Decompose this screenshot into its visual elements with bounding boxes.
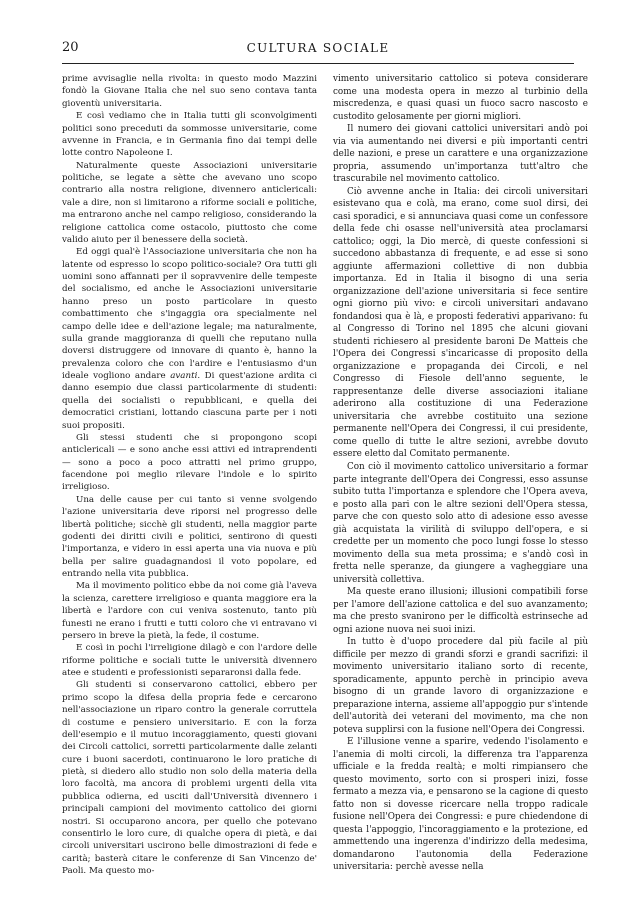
- paragraph-text: Di quest'azione ardita ci danno esempio due classi particolarmente di studenti: quella dei socialisti o repubblicani, e quella dei democratici cristiani, lottando ciascuna parte per i noti suoi propositi.: [62, 371, 318, 431]
- paragraph: Naturalmente queste Associazioni universitarie politiche, se legate a sètte che avevano uno scopo contrario alla nostra religione, divennero anticlericali: vale a dire, non si limitarono a riforme sociali e politiche, ma entrarono anche nel campo religioso, considerando la religione cattolica come ostacolo, piuttosto che come valido aiuto per il benessere della società.: [62, 160, 317, 245]
- paragraph: E l'illusione venne a sparire, vedendo l'isolamento e l'anemia di molti circoli, la differenza tra l'apparenza ufficiale e la fredda realtà; e molti rimpiansero che questo movimento, sorto con si prosperi inizi, fosse fermato a mezza via, e pensarono se la cagione di questo fatto non si dovesse ricercare nella troppo radicale fusione nell'Opera dei Congressi: e pure chiedendone di questa l'appoggio, l'incoraggiamento e la protezione, ed ammettendo una ingerenza d'indirizzo della medesima, domandarono l'autonomia della Federazione universitaria: perchè avesse nella: [333, 737, 588, 873]
- paragraph: [62, 246, 317, 432]
- paragraph: Ciò avvenne anche in Italia: dei circoli universitari esistevano qua e colà, ma erano, come suol dirsi, dei casi sporadici, e si annunciava quasi come un confessore della fede chi osasse nell'università atea proclamarsi cattolico; oggi, la Dio mercè, di queste confessioni si succedono abbastanza di frequente, e ad esse si sono aggiunte affermazioni collettive di non dubbia importanza. Ed in Italia il bisogno di una seria organizzazione dell'azione universitaria si fece sentire ogni giorno più vivo: e circoli universitari andavano fondandosi qua è là, e proposti federativi apparivano: fu al Congresso di Torino nel 1895 che alcuni giovani studenti richiesero al presidente baroni De Matteis che l'Opera dei Congressi s'incaricasse di proposito della organizzazione e propaganda dei Circoli, e nel Congresso di Fiesole dell'anno seguente, le rappresentanze delle diverse associazioni italiane aderirono alla costituzione di una Federazione universitaria che avrebbe costituito una sezione permanente nell'Opera dei Congressi, il cui presidente, come quello di tutte le altre sezioni, avrebbe dovuto essere eletto dal Comitato permanente.: [333, 186, 588, 460]
- paragraph: Gli studenti si conservarono cattolici, ebbero per primo scopo la difesa della propria fede e cercarono nell'associazione un riparo contro la generale corruttela di costume e pensiero universitario. E con la forza dell'esempio e il mutuo incoraggiamento, questi giovani dei Circoli cattolici, sorretti particolarmente dalle zelanti cure i buoni sacerdoti, continuarono le loro pratiche di pietà, si diedero allo studio non solo della materia della loro facoltà, ma ancora di problemi urgenti della vita pubblica odierna, ed usciti dall'Università divennero i principali campioni del movimento cattolico dei giorni nostri. Si occuparono ancora, per quello che potevano consentirlo le loro cure, di qualche opera di pietà, e dai circoli universitari uscirono belle dimostrazioni di fede e carità; basterà citare le conferenze di San Vincenzo de' Paoli. Ma questo mo-: [62, 680, 317, 876]
- paragraph: Gli stessi studenti che si propongono scopi anticlericali — e sono anche essi attivi ed intraprendenti — sono a poco a poco attratti nel primo gruppo, facendone poi meglio rilevare l'indole e lo spirito irreligioso.: [62, 432, 317, 493]
- paragraph-text: Ed oggi qual'è l'Associazione universitaria che non ha latente od espresso lo scopo politico-sociale? Ora tutti gli uomini sono affannati per il sopravvenire delle tempeste del socialismo, ed anche le Associazioni universitarie hanno preso un posto particolare in questo combattimento che s'ingaggia ora specialmente nel campo delle idee e dell'azione legale; ma naturalmente, sulla grande maggioranza di quelli che reputano nulla doversi distruggere od innovare di quanto è, hanno la prevalenza coloro che con l'ardire e l'entusiasmo d'un ideale vogliono andare: [62, 247, 317, 381]
- running-title: CULTURA SOCIALE: [246, 41, 390, 55]
- paragraph: prime avvisaglie nella rivolta: in questo modo Mazzini fondò la Giovane Italia che nel suo seno contava tanta gioventù universitaria.: [62, 74, 317, 109]
- paragraph: Una delle cause per cui tanto si venne svolgendo l'azione universitaria deve riporsi nel progresso delle libertà politiche; sicchè gli studenti, nella maggior parte godenti dei diritti civili e politici, sentirono di questi l'importanza, e videro in essi aperta una via nuova e più bella per salire guadagnandosi il voto popolare, ed entrando nella vita pubblica.: [62, 494, 317, 579]
- page-number: 20: [62, 40, 79, 55]
- paragraph: E così vediamo che in Italia tutti gli sconvolgimenti politici sono preceduti da sommosse universitarie, come avvenne in Francia, e in Germania fino dai tempi delle lotte contro Napoleone I.: [62, 111, 317, 159]
- paragraph: E così in pochi l'irreligione dilagò e con l'ardore delle riforme politiche e sociali tutte le università divennero atee e studenti e professionisti separaronsi dalla fede.: [62, 643, 317, 678]
- right-column: [333, 73, 588, 874]
- italic-word: avanti.: [170, 371, 201, 381]
- paragraph: vimento universitario cattolico si poteva considerare come una modesta opera in mezzo al turbinio della miscredenza, e quasi quasi un fuoco sacro nascosto e custodito gelosamente per giorni migliori.: [333, 74, 588, 122]
- left-column: [62, 73, 317, 877]
- paragraph: Ma queste erano illusioni; illusioni compatibili forse per l'amore dell'azione cattolica e del suo avanzamento; ma che presto svanirono per le difficoltà estrinseche ad ogni azione nuova nei suoi inizi.: [333, 587, 588, 635]
- paragraph: Con ciò il movimento cattolico universitario a formar parte integrante dell'Opera dei Congressi, esso assunse subito tutta l'importanza e splendore che l'Opera aveva, e posto alla pari con le altre sezioni dell'Opera stessa, parve che con questo solo atto di adesione esso avesse già acquistata la virilità di sviluppo dell'opera, e si credette per un momento che poco lungi fosse lo stesso movimento della sua meta prossima; e s'andò così in fretta nelle speranze, da giungere a vagheggiare una università collettiva.: [333, 461, 588, 585]
- paragraph: Ma il movimento politico ebbe da noi come già l'aveva la scienza, carettere irreligioso e quanta maggiore era la libertà e l'ardore con cui veniva sostenuto, tanto più funesti ne erano i frutti e tutti coloro che vi entravano vi persero in breve la pietà, la fede, il costume.: [62, 581, 317, 641]
- paragraph: In tutto è d'uopo procedere dal più facile al più difficile per mezzo di grandi sforzi e grandi sacrifizi: il movimento universitario italiano sorto di recente, sporadicamente, appunto perchè in principio aveva bisogno di un grande lavoro di organizzazione e preparazione interna, assieme all'appoggio pur s'intende dell'autorità dei veterani del movimento, ma che non poteva supplirsi con la fusione nell'Opera dei Congressi.: [333, 637, 588, 735]
- page-header: [62, 38, 574, 60]
- paragraph: Il numero dei giovani cattolici universitari andò poi via via aumentando nei diversi e più importanti centri delle nazioni, e prese un carattere e una organizzazione propria, assumendo un'importanza tutt'altro che trascurabile nel movimento cattolico.: [333, 124, 588, 185]
- header-rule: [62, 63, 574, 64]
